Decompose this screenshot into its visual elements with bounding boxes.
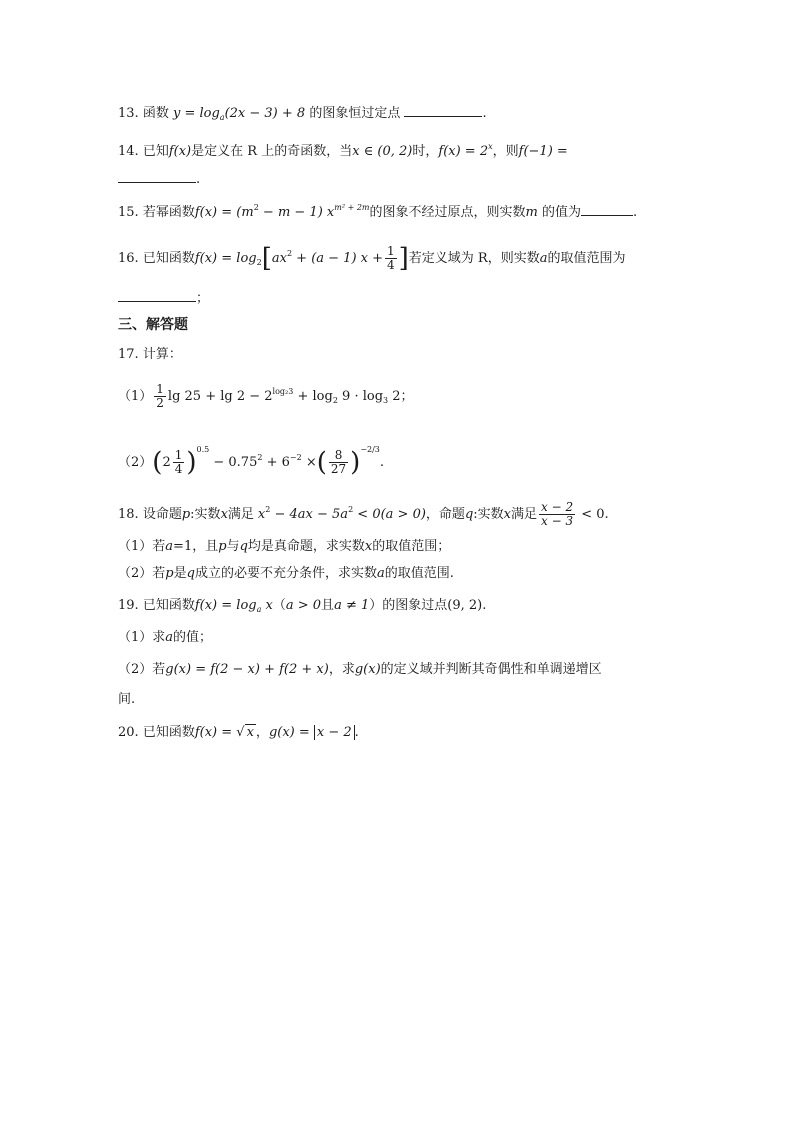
answer-blank xyxy=(581,201,633,216)
question-19-part-2: （2）若g(x) = f(2 − x) + f(2 + x)，求g(x)的定义域并判断其奇偶性和单调递增区 xyxy=(118,662,602,677)
question-number: 17. xyxy=(118,347,139,362)
question-18-part-2: （2）若p是q成立的必要不充分条件，求实数a的取值范围. xyxy=(118,566,454,581)
question-19: 19. 已知函数$f(x) = \log_a x(a > 0$且a ≠ 1）的图象过点(9, 2). xyxy=(118,598,487,614)
question-18: 18. 设命题p:实数x满足 $x^2 - 4ax - 5a^2 < 0(a > 0)$，命题q:实数x满足 $\frac{x - 2}{x - 3}$ < 0. xyxy=(118,500,609,528)
question-number: 19. xyxy=(118,598,139,613)
answer-blank xyxy=(118,287,196,302)
question-number: 13. xyxy=(118,106,139,121)
question-19-part-2-cont: 间. xyxy=(118,692,136,707)
question-13: 13. 函数 $y = \log_a(2x - 3) + 8$ 的图象恒过定点 . xyxy=(118,102,487,127)
question-20: 20. 已知函数f(x) = √ x ，g(x) = x − 2 . xyxy=(118,725,359,740)
answer-blank xyxy=(118,168,196,183)
answer-blank xyxy=(404,102,482,117)
question-17-part-2: （2）(2 $\frac{1}{4}$ )$^{0.5} - 0.75^2 + 6^{-2}$ ×( $\frac{8}{27}$ )$^{-2/3}$. xyxy=(118,445,385,478)
question-16-blank-line: ； xyxy=(118,287,209,308)
question-number: 20. xyxy=(118,725,139,740)
question-17-part-1: （1） $\frac{1}{2}$ $\lg 25 + \lg 2 - 2^{log_23} + \log_2 9 \cdot \log_3 2$； xyxy=(118,382,414,410)
question-14-blank-line: . xyxy=(118,168,200,189)
question-number: 14. xyxy=(118,144,139,159)
question-14: 14. 已知f(x)是定义在 R 上的奇函数，当x ∈ (0, 2)时，$f(x) = 2^x$，则f(−1) = xyxy=(118,142,568,159)
question-15: 15. 若幂函数$f(x) = (m^2 - m - 1)$ $x^{m^2 + 2m}$的图象不经过原点，则实数m 的值为 . xyxy=(118,203,638,220)
question-17: 17. 计算： xyxy=(118,347,182,362)
question-18-part-1: （1）若a=1，且p与q均是真命题，求实数x的取值范围； xyxy=(118,539,451,554)
question-number: 15. xyxy=(118,205,139,220)
question-16: 16. 已知函数$f(x) = \log_2[ax^2 + (a - 1) x$ + $\frac{1}{4}$ ]若定义域为 R，则实数a的取值范围为 xyxy=(118,243,626,274)
section-heading: 三、解答题 xyxy=(118,317,188,333)
question-number: 16. xyxy=(118,251,139,266)
question-19-part-1: （1）求a的值； xyxy=(118,630,213,645)
question-number: 18. xyxy=(118,507,139,522)
